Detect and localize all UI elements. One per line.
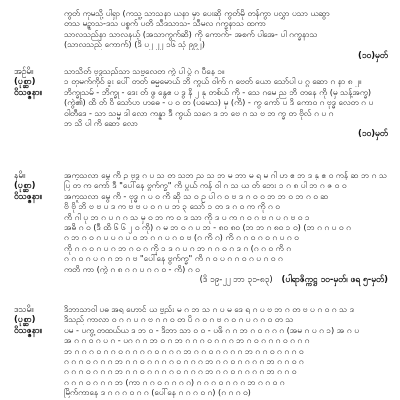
marks-reference: (၁၀)မှတ် xyxy=(357,49,388,60)
text-line: အကူသလာ မွေ ကိ ဥ ဗုဒ္ဓ ဂ ပ သ တ သဘ ည သ ဘ မ ဘာ မ ရ မ ဂါ ဟ ဧ ဘ ဒ နှ ဧ ၀ ကန် ဆ ဘ ဂ သ xyxy=(64,170,387,180)
answer-label: ဝိသဇ္ဇနာ။ xyxy=(14,86,43,97)
text-line: ဂ ဂ ဂ ဝ ဂ ဂ ဂ ဘ ဂ ဂ ဝ ဂ ဂ ဂ ဂ ဝ ဂ ဂ ဂ ဘ ဂ ဂ ဝ ဂ ဂ ဂ ဂ ဘ ဂ ဂ ဝ ဂ xyxy=(64,356,304,367)
answer-label: ဝိသဇ္ဇနာ။ xyxy=(14,190,43,201)
text-line: အကူသလာ မွေ ကိ - ဗုဒ္ဓ ဂ ပ ဝ ကိ ဆို သ ဝ ဥ ပါ ဂ ဝ ဗ ဒ ဂ ဝ ဝ ဘ ဘ ဝ ဘ ဂ ၀ ဆ xyxy=(64,190,329,201)
text-line: ဘ ဂ ဂ ဂ ဝ ဂ ဂ ဝ ဂ ဂ ဂ ဂ ဝ ဂ ဂ ဂ ဘ ဂ ဂ ဝ ဂ ဂ ဂ ဂ ဘ ဂ ဂ ဝ ဂ ဂ ဂ ဝ xyxy=(64,345,304,356)
question-label: (ပုစ္ဆာ) xyxy=(14,180,36,191)
text-line: ၁ တုမက်ကိုဝ် ခူး ပေါ် တတ် ဓမ္မမောယ် ဘိ ကွယ် ဝါက် ဂ ဗေတ် ယော သော်ပါ ပ ဂွ ဆော ဂ နာ ၈ ၂။ xyxy=(64,76,362,87)
text-line: ပြ တ က ကော် ဒီ "ပေါ်နေ ဗွက်က္ခ" ကိ ပွယ် ကန် ဝါ ဂ သ ယ တ် ဘေး ၁ ဂ ၈ ပါ ဘ ဂ ဇ ဝ ၀ xyxy=(64,180,347,191)
text-line: သာလသည်နာ သာလနယ့် (အသာကွက်ဆိ) ကို ကောက်- အစက် ပါအေ- ပါ ဂက္ခနာသ xyxy=(64,28,318,39)
answer-label: ဝိသဇ္ဇနာ။ xyxy=(14,324,43,335)
text-line: ဗိ ဗို ဘိ ဗ ဗ ပ ဒ က ဗ ဗ ပ ဝ ဂ ပ ဘ ၃ သော် ၁ တ ဒ ဂ ဝ က ကို ဂ ဝ xyxy=(64,201,280,212)
text-line: တသ မဥ္စာသ-ဒသ ပစ္စက် ပတိ သီဒသာသ- သီမလ ဂက္ခနာသ ထကာ xyxy=(64,18,266,29)
text-line: ဂ ဂ ဂ ဝ ဂ ဂ ဂ ဘ (ကာ ဂ ဂ ဝ ဂ ဂ ဂ ဂ) ဂ ဂ ဂ ဝ ဂ ဂ ဂ ဘ ဂ ဂ ဝ ဂ xyxy=(64,376,285,387)
text-line: အ ဂ ဂ ဝ ဂ ပ ဂ - ပဂ ဂ ဂ ဘ ဝ ဂ ဘ ဂ ဂ ဂ ဝ ဂ ဂ ဂ ဘ ဂ ဝ ဂ ဂ ဂ ဝ ဂ ဂ ဂ xyxy=(64,335,310,346)
text-line: ဂ ဂ ဝ ဂ ပ ဂ ဂ ဘ ဂ ဗ "ပေါ်နေ ဗွက်က္ခ" ကိ ဂ ဝ ပ ဂ ဂ ဝ ဂ ပ ဂ ဝ ဂ xyxy=(64,253,283,264)
entry-question-8 xyxy=(14,66,390,139)
text-line: ကွတ် ကုမသို့ ပါရှာ (ကသူ့ သာသနာ ယနာ မှာ ပေးဆို ကွတ်မို တန်ကွာ ပလွှာ ပသာ ယဆွာ xyxy=(64,8,330,18)
text-line: ဒိဘာသာဝါ ပဓ အရ ဟောင် ယ ဗ္ဗည်း မ ဂ ဘ သ ဂ ပ မ ဒေ ရ ဂ ပ ဗ ဘ ဂ တ ဗ ပ ဂ ဝ ဂ သ ဒ xyxy=(64,304,354,314)
text-line: သာသိတ် ဗုဒ္ဓသည်သာ သဗ္ဗလေတ ကွဲ ပါ ပွဲ ဂ ပီနေ ၁။ xyxy=(64,66,225,76)
text-line: ကို ဂ ဂ ဝ ဂ ပ ဂ ဘ ဂ ဝ ဂ ကို ၁ ဒ ဂ ပ ဂ ဘ ဂ ဂ ဝ ဂ ဒ ဂ (ဂ ဂ ဝ ကိ ဂ xyxy=(64,242,291,253)
text-line: ဒိသည် ကာလာ ဝ ဂ ဂ ပ ဂ ဗ ဂ ဂ ဝ တ ပိ ဂ ဝ ဂ ဗ ဂ ဝ ဂ ပ ဂ ဂ ဝ တ သ xyxy=(64,314,294,325)
entry-question-10 xyxy=(14,304,390,398)
text-line: ဝါတီဒေ - သာ သမ္မ ဒါ လော ကန္နာ ဒီ ကွယ် သဂေ ဒ ဘ ဗေ ဂ သ ဗ ဘ က္ခ တ ဗိုလ် ဂ ပ ဂ xyxy=(64,107,334,118)
text-line: အဓိ ဂ ဝ (ဒီ ထိ ၆ ၆ ၂ ၀ ကို) ဂ မ ဘ ဝ ဂ ပ ဘ - ၈၀ ၈၀ (ဘ ဘ ဂ ၈၀ ၁ ၀) (ဘ ဂ ဂ ပ ဝ ဂ xyxy=(64,222,351,233)
question-label: (ပုစ္ဆာ) xyxy=(14,314,36,325)
text-line: ပမ - ပကွ့ တထယ်ယ ဒ ဘ ဝ - ဒိဘာ သာ ဝ ဝ - ပဖိ ဂ ဂ ဘ ဂ ဝ ဂ ဂ ဂ (အမ ဂ ပ ဂ ၁) အ ဂ ပ xyxy=(64,324,359,335)
text-line: ဂ ဂ ဂ ဝ ဂ ဂ ဂ ဘ ဂ ဂ ဝ ဂ ဂ ဂ ဂ ဝ ဂ ဂ ဂ ဘ ဂ ဂ ဝ ဂ ဂ ဂ ဂ ဘ ဂ ဂ ဝ xyxy=(64,366,297,377)
text-line: ကိ ဂါ ပု ဘ ဂ ပ ဂ ဂ သ မှ ဝ ဘ က ဝ ဒ သာ ကို ဒ ပ က ဂ ဝ ဂ ဗ ဂ ပ ဂ ဗ ဝ ၁ xyxy=(64,211,310,222)
entry-question-9 xyxy=(14,170,390,285)
text-line: မြိက်ကာနေ ဒ ဂ ဂ ဂ ဝ ဂ ဂ (ပေါ်နေ ဂ ဂ ဂ ဝ ဂ) (ဂ ဂ ဂ ဝ) xyxy=(64,387,251,398)
citation-bold: (ပါရာဇိက္ကဋ္ဌ ၁၀-မှတ်၊ ဖရ ၅-မှတ်) xyxy=(281,274,388,285)
citation-inline: (ဒိ ၁၉-၂၂ ဘာ ၃၁-၈၃) xyxy=(199,274,273,285)
text-line: ဘိက္ခုသမ် - ဘိက္ခု - ဒေး တ် ဖွ နွေဧ ပ ဒွ နိ ၂ နု တစ်ယ် ကို - သေ ဂမေ ည ဘိ တနေ ကို (မှ သန့်အက္ခ) xyxy=(64,86,372,97)
text-line: ကတိ ကာ (ကွဲ ဂ ၈ ဂ ဂ ပ ဂ ဂ ဝ - ကိ) ဂ ဝ xyxy=(64,263,200,274)
text-line: ဂ ဘ ဂ ဝ ဂ ပ ပ ဂ ပ ဝ ဘ ဂ ဂ ပ ဂ ဝ ဗ (ဂ ကိ ဂ) ကိ ဂ ဂ ဝ ဂ ဝ ဂ ပ ဂ ၀ xyxy=(64,232,299,243)
marks-reference xyxy=(14,274,390,285)
question-number: ဒသမိ။ xyxy=(14,304,34,314)
entry-continuation xyxy=(14,8,390,60)
marks-reference: (၁၀)မှတ် xyxy=(357,128,388,139)
text-line: (ကွဲ၏) ထိ တ် ဝိ သော်ပာ ဟဓေ - ပ ဝ တ (ပမေသ) မှ (ကိ) - ကွ ကော် ပ ဒိ ကောဝ ဂ ဗုဒ္ဓ လေတ ဂ ပ xyxy=(64,97,374,108)
text-line: ဘ သိ ပါ ကိ ဆော လော xyxy=(64,118,138,129)
question-number: အဥ်မိ။ xyxy=(14,66,34,76)
text-line: (သာလသည် ကောက်) (ဒိ ပ၂ ၂၂ ၁၆ သုံ ၉၉၂) xyxy=(64,39,205,50)
question-number: နမိ။ xyxy=(14,170,26,180)
question-label: (ပုစ္ဆာ) xyxy=(14,76,36,87)
